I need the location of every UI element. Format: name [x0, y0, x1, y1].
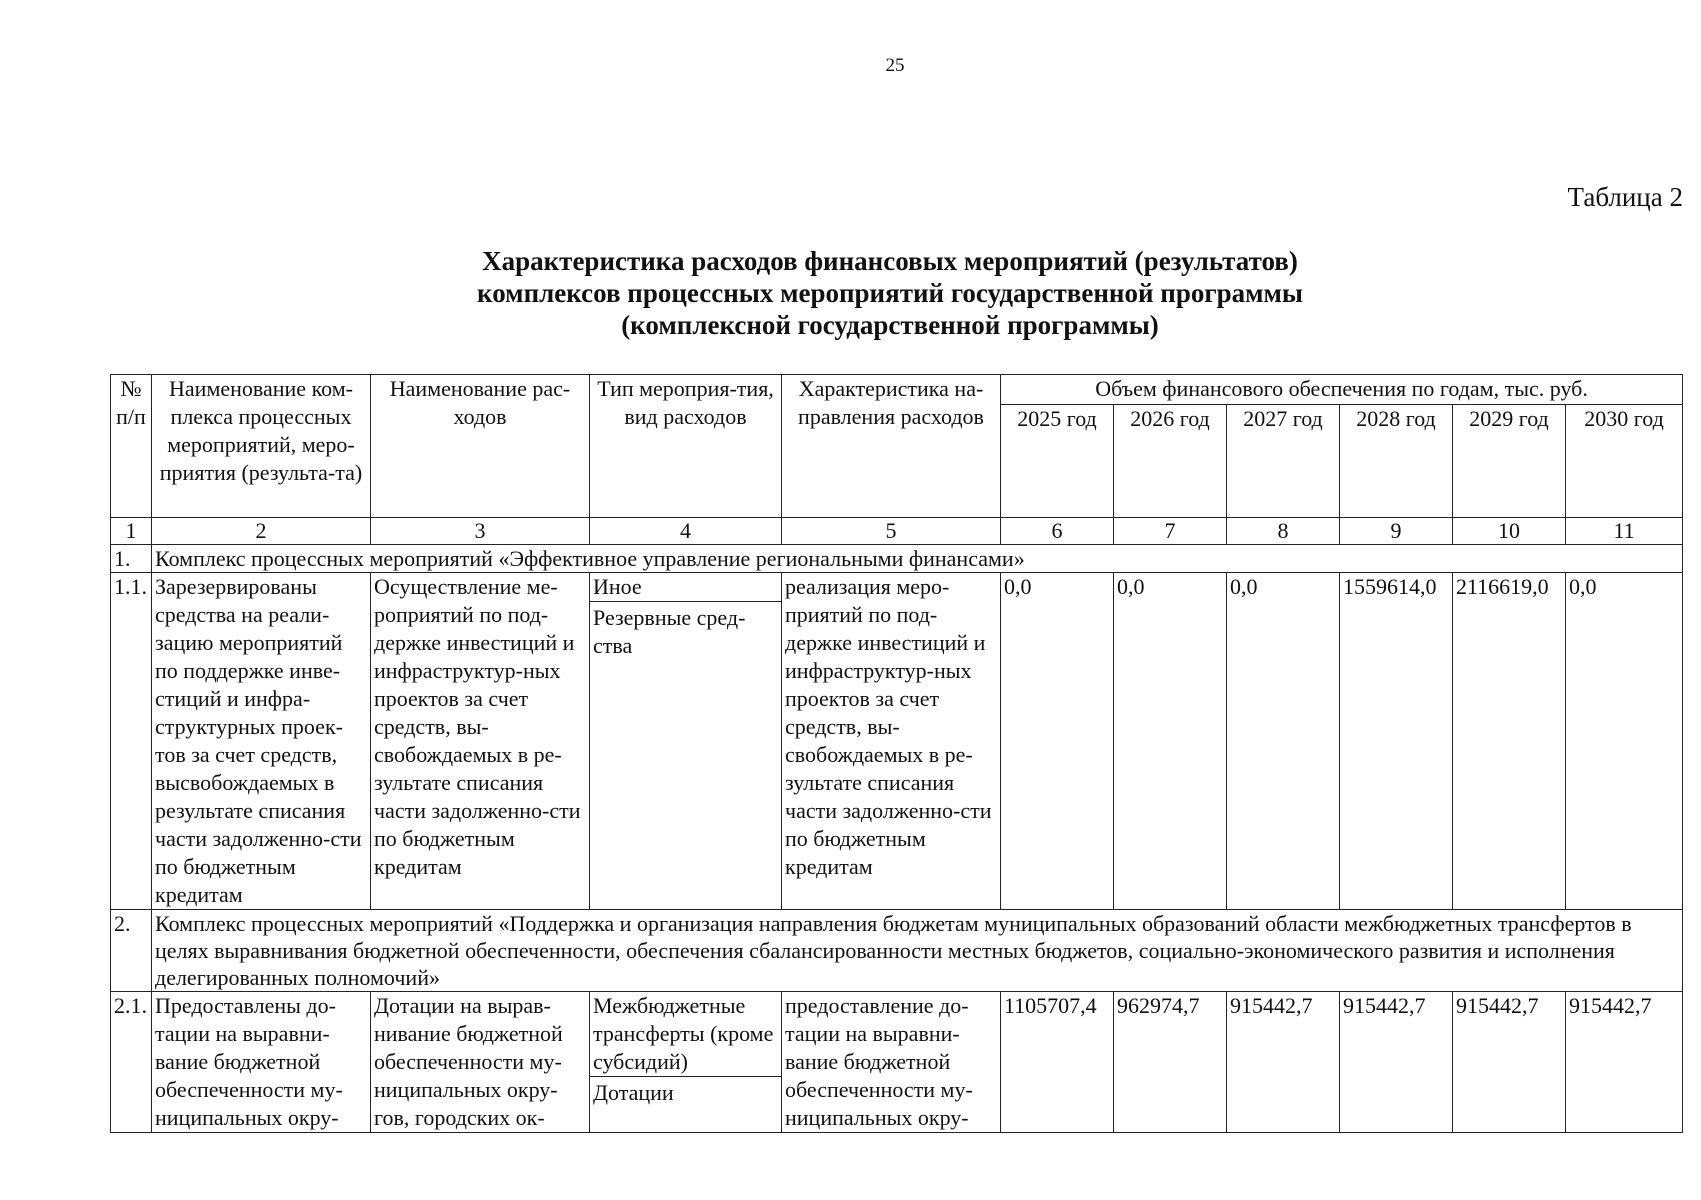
row-number: 2.1. [111, 992, 152, 1133]
header-expenses: Наименование рас-ходов [371, 375, 590, 518]
row-value: 2116619,0 [1453, 573, 1566, 910]
row-type: Иное [590, 573, 781, 602]
table-row [111, 573, 1683, 910]
row-type: Межбюджетные трансферты (кроме субсидий) [590, 992, 781, 1077]
header-complex: Наименование ком-плекса процессных мероприятий, меро-приятия (результа-та) [152, 375, 371, 518]
column-number: 5 [782, 518, 1001, 545]
title-line: комплексов процессных мероприятий государственной программы [477, 278, 1303, 308]
row-value: 1105707,4 [1001, 992, 1114, 1133]
row-direction: реализация меро-приятий по под-держке инвестиций и инфраструктур-ных проектов за счет средств, вы-свобождаемых в ре-зультате списания части задолженно-сти по бюджетным кредитам [782, 573, 1001, 910]
row-kind: Резервные сред-ства [593, 605, 746, 658]
section-number: 1. [111, 545, 152, 573]
document-title [280, 245, 1500, 341]
section-number: 2. [111, 910, 152, 992]
column-number: 9 [1340, 518, 1453, 545]
title-line: Характеристика расходов финансовых мероприятий (результатов) [482, 246, 1298, 276]
row-type-cell [590, 573, 782, 910]
header-year: 2026 год [1114, 405, 1227, 518]
section-row [111, 910, 1683, 992]
row-value: 915442,7 [1227, 992, 1340, 1133]
header-year: 2029 год [1453, 405, 1566, 518]
column-number: 11 [1566, 518, 1683, 545]
row-value: 915442,7 [1566, 992, 1683, 1133]
column-number: 3 [371, 518, 590, 545]
row-value: 0,0 [1227, 573, 1340, 910]
header-no: № п/п [111, 375, 152, 518]
header-row [111, 375, 1683, 405]
header-year: 2028 год [1340, 405, 1453, 518]
title-line: (комплексной государственной программы) [621, 310, 1159, 340]
header-type: Тип мероприя-тия, вид расходов [590, 375, 782, 518]
row-result: Предоставлены до-тации на выравни-вание бюджетной обеспеченности му-ниципальных окру- [152, 992, 371, 1133]
row-value: 0,0 [1114, 573, 1227, 910]
row-expenses: Осуществление ме-роприятий по под-держке инвестиций и инфраструктур-ных проектов за счет средств, вы-свобождаемых в ре-зультате списания части задолженно-сти по бюджетным кредитам [371, 573, 590, 910]
row-direction: предоставление до-тации на выравни-вание бюджетной обеспеченности му-ниципальных окру- [782, 992, 1001, 1133]
section-title: Комплекс процессных мероприятий «Эффективное управление региональными финансами» [152, 545, 1683, 573]
column-number: 2 [152, 518, 371, 545]
row-expenses: Дотации на вырав-нивание бюджетной обеспеченности му-ниципальных окру-гов, городских ок- [371, 992, 590, 1133]
financial-table [110, 374, 1683, 1133]
row-kind: Дотации [593, 1080, 674, 1105]
column-number: 10 [1453, 518, 1566, 545]
row-type-cell [590, 992, 782, 1133]
row-value: 915442,7 [1453, 992, 1566, 1133]
column-number: 4 [590, 518, 782, 545]
column-number: 6 [1001, 518, 1114, 545]
table-label: Таблица 2 [1567, 182, 1683, 212]
column-number: 8 [1227, 518, 1340, 545]
header-year: 2025 год [1001, 405, 1114, 518]
table-row [111, 992, 1683, 1133]
row-value: 915442,7 [1340, 992, 1453, 1133]
column-number: 1 [111, 518, 152, 545]
column-number: 7 [1114, 518, 1227, 545]
header-year: 2027 год [1227, 405, 1340, 518]
page-number: 25 [885, 55, 905, 76]
row-value: 0,0 [1566, 573, 1683, 910]
header-direction: Характеристика на-правления расходов [782, 375, 1001, 518]
header-year: 2030 год [1566, 405, 1683, 518]
column-numbers-row [111, 518, 1683, 545]
header-volume: Объем финансового обеспечения по годам, тыс. руб. [1001, 375, 1683, 405]
row-value: 962974,7 [1114, 992, 1227, 1133]
row-number: 1.1. [111, 573, 152, 910]
row-result: Зарезервированы средства на реали-зацию мероприятий по поддержке инве-стиций и инфра-структурных проек-тов за счет средств, высвобождаемых в результате списания части задолженно-сти по бюджетным кредитам [152, 573, 371, 910]
section-row [111, 545, 1683, 573]
section-title: Комплекс процессных мероприятий «Поддержка и организация направления бюджетам муниципальных образований области межбюджетных трансфертов в целях выравнивания бюджетной обеспеченности, обеспечения сбалансированности местных бюджетов, социально-экономического развития и исполнения делегированных полномочий» [152, 910, 1683, 992]
row-value: 1559614,0 [1340, 573, 1453, 910]
row-value: 0,0 [1001, 573, 1114, 910]
